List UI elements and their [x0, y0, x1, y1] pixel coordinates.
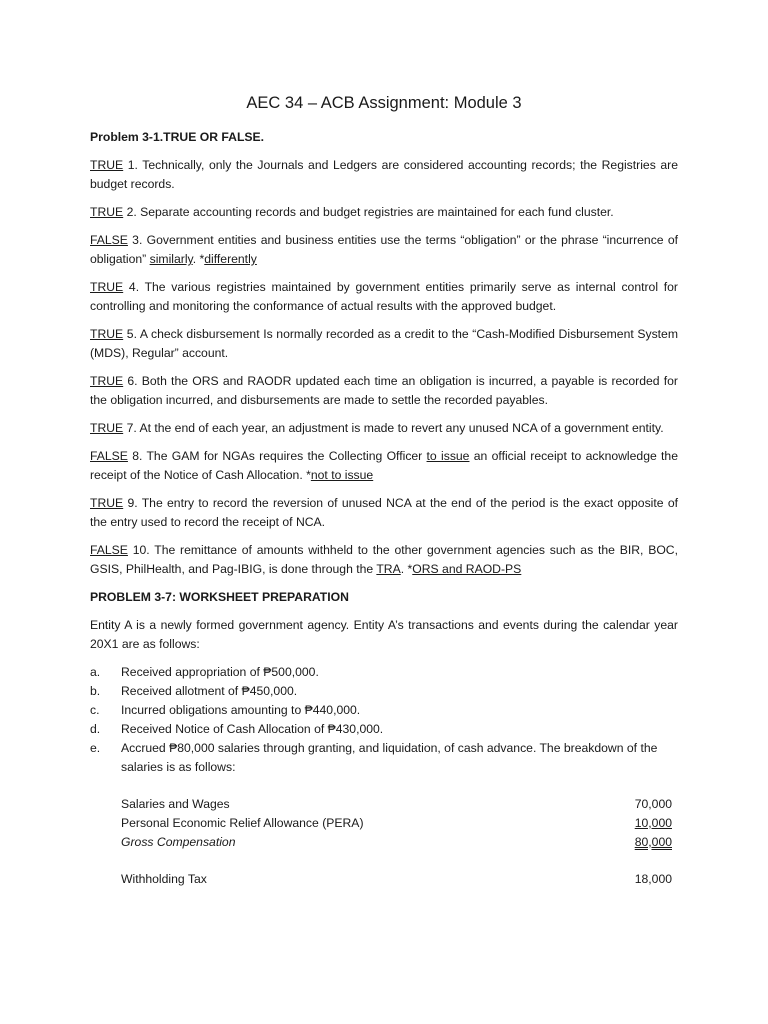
problem-3-1-heading: Problem 3-1.TRUE OR FALSE.	[90, 130, 265, 144]
answer-label: FALSE	[90, 449, 128, 463]
breakdown-row	[121, 814, 672, 833]
list-text: Incurred obligations amounting to ₱440,000.	[121, 703, 361, 717]
problem-3-7-heading: PROBLEM 3-7: WORKSHEET PREPARATION	[90, 590, 349, 604]
list-item	[90, 701, 678, 720]
item-text: 4. The various registries maintained by government entities primarily serve as internal control for controlling and monitoring the conformance of actual results with the approved budget.	[90, 280, 678, 313]
answer-label: FALSE	[90, 543, 128, 557]
correction-text: differently	[204, 252, 257, 266]
answer-label: TRUE	[90, 421, 124, 435]
breakdown-amount: 80,000	[634, 835, 672, 849]
tf-item-5	[90, 325, 678, 363]
item-text: . *	[400, 562, 413, 576]
answer-label: TRUE	[90, 158, 124, 172]
breakdown-row	[121, 795, 672, 814]
tf-item-10	[90, 541, 678, 579]
problem-3-7-intro: Entity A is a newly formed government agency. Entity A’s transactions and events during the calendar year 20X1 are as follows:	[90, 618, 678, 651]
breakdown-label: Withholding Tax	[121, 872, 207, 886]
list-item	[90, 663, 678, 682]
document-title: AEC 34 – ACB Assignment: Module 3	[246, 94, 522, 112]
tf-item-6	[90, 372, 678, 410]
correction-text: not to issue	[310, 468, 374, 482]
item-text: 7. At the end of each year, an adjustment is made to revert any unused NCA of a government entity.	[123, 421, 664, 435]
tf-item-1	[90, 156, 678, 194]
list-text: Received Notice of Cash Allocation of ₱430,000.	[121, 722, 384, 736]
list-letter: d.	[90, 722, 101, 736]
list-text: Received allotment of ₱450,000.	[121, 684, 298, 698]
salary-breakdown	[121, 795, 672, 889]
document-page	[90, 92, 678, 889]
item-text: 8. The GAM for NGAs requires the Collecting Officer	[127, 449, 427, 463]
tf-item-3	[90, 231, 678, 269]
item-text: 10. The remittance of amounts withheld to the other government agencies such as the BIR, BOC, GSIS, PhilHealth, and Pag-IBIG, is done through the	[90, 543, 678, 576]
tf-item-9	[90, 494, 678, 532]
list-text: Received appropriation of ₱500,000.	[121, 665, 319, 679]
item-text: an official receipt to acknowledge the receipt of the Notice of Cash Allocation. *	[90, 449, 678, 482]
underlined-term: similarly	[149, 252, 193, 266]
list-letter: e.	[90, 741, 101, 755]
item-text: 5. A check disbursement Is normally recorded as a credit to the “Cash-Modified Disbursement System (MDS), Regular” account.	[90, 327, 678, 360]
tf-item-8	[90, 447, 678, 485]
item-text: 6. Both the ORS and RAODR updated each time an obligation is incurred, a payable is recorded for the obligation incurred, and disbursements are made to settle the recorded payables.	[90, 374, 678, 407]
underlined-term: TRA	[376, 562, 401, 576]
answer-label: TRUE	[90, 374, 124, 388]
tf-item-2	[90, 203, 678, 222]
tf-item-7	[90, 419, 678, 438]
breakdown-label: Personal Economic Relief Allowance (PERA)	[121, 816, 364, 830]
item-text: 1. Technically, only the Journals and Ledgers are considered accounting records; the Registries are budget records.	[90, 158, 678, 191]
answer-label: FALSE	[90, 233, 128, 247]
item-text: 3. Government entities and business entities use the terms “obligation” or the phrase “incurrence of obligation”	[90, 233, 678, 266]
item-text: . *	[192, 252, 205, 266]
item-text: 2. Separate accounting records and budget registries are maintained for each fund cluster.	[123, 205, 614, 219]
answer-label: TRUE	[90, 327, 124, 341]
item-text: 9. The entry to record the reversion of unused NCA at the end of the period is the exact opposite of the entry used to record the receipt of NCA.	[90, 496, 678, 529]
correction-text: ORS and RAOD-PS	[412, 562, 522, 576]
breakdown-label: Gross Compensation	[121, 835, 236, 849]
answer-label: TRUE	[90, 280, 124, 294]
list-text: Accrued ₱80,000 salaries through granting, and liquidation, of cash advance. The breakdown of the salaries is as follows:	[121, 741, 658, 774]
list-item	[90, 720, 678, 739]
list-letter: c.	[90, 703, 100, 717]
tf-item-4	[90, 278, 678, 316]
underlined-term: to issue	[426, 449, 470, 463]
transaction-list	[90, 663, 678, 777]
answer-label: TRUE	[90, 205, 124, 219]
breakdown-label: Salaries and Wages	[121, 797, 230, 811]
list-item	[90, 682, 678, 701]
breakdown-spacer	[121, 852, 672, 870]
list-item	[90, 739, 678, 777]
list-letter: b.	[90, 684, 101, 698]
breakdown-amount: 70,000	[634, 797, 672, 811]
breakdown-amount: 10,000	[634, 816, 672, 830]
breakdown-amount: 18,000	[634, 872, 672, 886]
list-letter: a.	[90, 665, 101, 679]
answer-label: TRUE	[90, 496, 124, 510]
breakdown-row	[121, 833, 672, 852]
breakdown-row	[121, 870, 672, 889]
